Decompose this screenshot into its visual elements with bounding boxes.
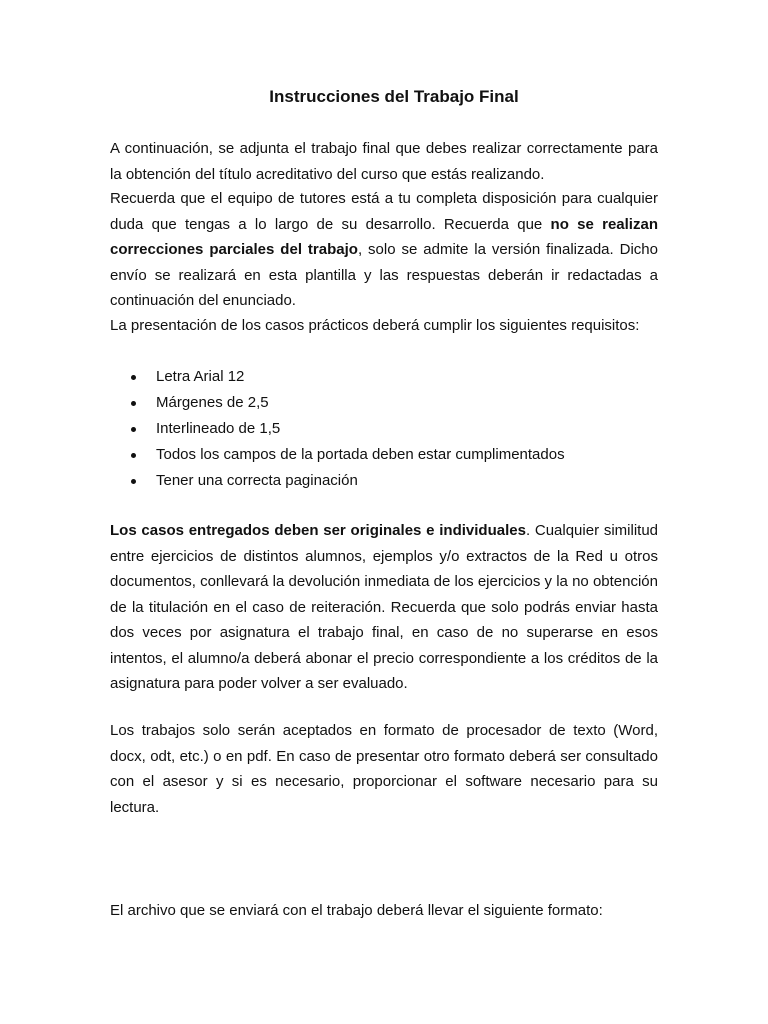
bullet-icon	[131, 427, 136, 432]
requirements-list	[110, 364, 658, 494]
list-item	[110, 468, 658, 494]
originality-text: . Cualquier similitud entre ejercicios de distintos alumnos, ejemplos y/o extractos de la Red u otros documentos, conllevará la devolución inmediata de los ejercicios y la no obtención de la titulación en el caso de reiteración. Recuerda que solo podrás enviar hasta dos veces por asignatura el trabajo final, en caso de no superarse en esos intentos, el alumno/a deberá abonar el precio correspondiente a los créditos de la asignatura para poder volver a ser evaluado.	[110, 522, 658, 692]
intro-paragraph-2	[110, 186, 658, 314]
bullet-icon	[131, 453, 136, 458]
intro-text-2-end: , solo se admite la versión finalizada. Dicho envío se realizará en esta plantilla y las respuestas deberán ir redactadas a continuación del enunciado.	[110, 241, 658, 309]
format-paragraph	[110, 718, 658, 820]
bullet-icon	[131, 479, 136, 484]
document-title: Instrucciones del Trabajo Final	[269, 87, 519, 106]
list-item	[110, 442, 658, 468]
requirement-text: Interlineado de 1,5	[156, 420, 281, 437]
intro-paragraph-1	[110, 136, 658, 187]
originality-paragraph	[110, 518, 658, 697]
intro-text-1: A continuación, se adjunta el trabajo final que debes realizar correctamente para la obtención del título acreditativo del curso que estás realizando.	[110, 140, 658, 183]
requirement-text: Letra Arial 12	[156, 368, 245, 385]
format-text: Los trabajos solo serán aceptados en formato de procesador de texto (Word, docx, odt, etc.) o en pdf. En caso de presentar otro formato deberá ser consultado con el asesor y si es necesario, proporcionar el software necesario para su lectura.	[110, 722, 658, 816]
list-item	[110, 416, 658, 442]
requirement-text: Tener una correcta paginación	[156, 472, 358, 489]
requirement-text: Todos los campos de la portada deben estar cumplimentados	[156, 446, 565, 463]
requirement-text: Márgenes de 2,5	[156, 394, 269, 411]
file-note-paragraph	[110, 898, 658, 924]
intro-text-2-start: Recuerda que el equipo de tutores está a tu completa disposición para cualquier duda que tengas a lo largo de su desarrollo. Recuerda que	[110, 190, 658, 233]
list-item	[110, 364, 658, 390]
file-note-text: El archivo que se enviará con el trabajo deberá llevar el siguiente formato:	[110, 902, 603, 919]
originality-bold-text: Los casos entregados deben ser originales e individuales	[110, 522, 526, 539]
list-item	[110, 390, 658, 416]
bullet-icon	[131, 401, 136, 406]
intro-text-2-bold: no se realizan correcciones parciales del trabajo	[110, 215, 658, 258]
intro-text-3: La presentación de los casos prácticos deberá cumplir los siguientes requisitos:	[110, 317, 640, 334]
bullet-icon	[131, 375, 136, 380]
intro-paragraph-3	[110, 313, 658, 339]
